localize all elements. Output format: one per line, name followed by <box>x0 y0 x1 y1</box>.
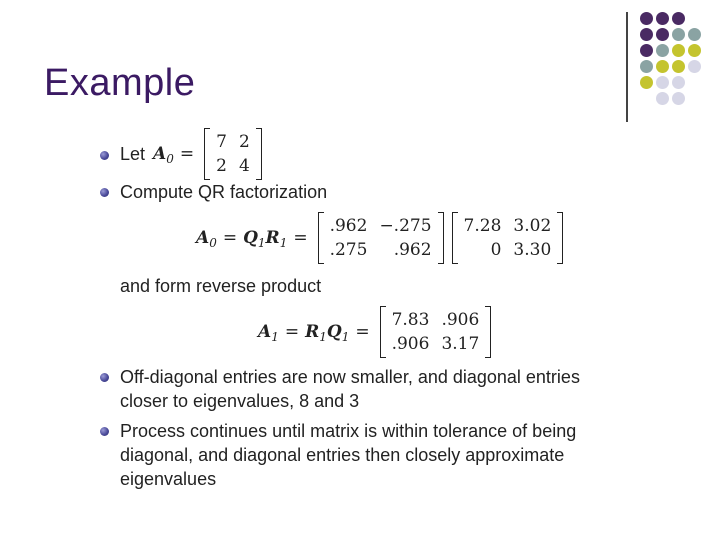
decorative-dot <box>656 12 669 25</box>
r1-cell: 7.28 <box>463 216 502 236</box>
decorative-dot <box>656 76 669 89</box>
decorative-dot <box>656 60 669 73</box>
decorative-dot <box>640 60 653 73</box>
decorative-dot <box>672 12 685 25</box>
r1-cell: 3.02 <box>513 216 552 236</box>
equals-sign: = <box>179 144 195 164</box>
bullet-4-line-3: eigenvalues <box>120 469 217 489</box>
bullet-4-line-1: Process continues until matrix is within tolerance of being <box>120 421 577 441</box>
sub-1: 1 <box>257 236 266 250</box>
sub-1: 1 <box>279 236 288 250</box>
a0-cell: 7 <box>216 132 227 152</box>
qr-equation <box>196 212 567 264</box>
equals-sign: = <box>293 228 308 248</box>
a1-cell: .906 <box>441 310 480 330</box>
equals-sign: = <box>284 322 300 342</box>
bullet-1-icon <box>100 151 109 160</box>
a0-cell: 2 <box>216 156 227 176</box>
var-q: Q <box>243 228 258 248</box>
bullet-2-text: Compute QR factorization <box>120 182 328 202</box>
decorative-dot <box>672 76 685 89</box>
decorative-dot <box>656 44 669 57</box>
matrix-a1 <box>380 306 492 358</box>
var-r: R <box>305 322 320 342</box>
equals-sign: = <box>355 322 370 342</box>
matrix-a0 <box>204 128 262 180</box>
decorative-dot <box>640 12 653 25</box>
decorative-dot <box>688 60 701 73</box>
decorative-dot <box>640 44 653 57</box>
decorative-dot <box>656 28 669 41</box>
a0-cell: 2 <box>238 132 250 152</box>
sub-0: 0 <box>209 236 217 250</box>
sub-1: 1 <box>319 330 327 344</box>
r1-cell: 3.30 <box>513 240 552 260</box>
decorative-dot <box>656 92 669 105</box>
decorative-dot <box>688 44 701 57</box>
middle-text: and form reverse product <box>120 276 322 296</box>
var-a: A <box>196 228 210 248</box>
sub-0: 0 <box>166 152 174 166</box>
r1-cell: 0 <box>490 240 502 260</box>
q1-cell: .962 <box>329 216 368 236</box>
q1-cell: −.275 <box>379 216 432 236</box>
slide-title: Example <box>44 62 196 104</box>
var-r: R <box>265 228 280 248</box>
var-a: A <box>153 144 167 164</box>
divider-line <box>626 12 628 122</box>
decorative-dot <box>672 44 685 57</box>
decorative-dot <box>672 92 685 105</box>
bullet-4-icon <box>100 427 109 436</box>
decorative-dot <box>688 28 701 41</box>
q1-cell: .962 <box>393 240 432 260</box>
bullet-3-icon <box>100 373 109 382</box>
a1-cell: 3.17 <box>441 334 480 354</box>
bullet-1-equation <box>120 128 266 180</box>
q1-cell: .275 <box>329 240 368 260</box>
var-q: Q <box>326 322 342 342</box>
bullet-3-line-1: Off-diagonal entries are now smaller, and diagonal entries <box>120 367 580 387</box>
decorative-dot <box>672 60 685 73</box>
matrix-r1 <box>452 212 564 264</box>
a1-cell: 7.83 <box>391 310 430 330</box>
matrix-q1 <box>318 212 444 264</box>
sub-1: 1 <box>341 330 350 344</box>
decorative-dot <box>672 28 685 41</box>
a0-cell: 4 <box>238 156 250 176</box>
equals-sign: = <box>222 228 238 248</box>
var-a: A <box>258 322 272 342</box>
decorative-dot <box>640 76 653 89</box>
decorative-dot <box>640 28 653 41</box>
bullet-1-prefix: Let <box>120 143 146 164</box>
reverse-product-equation <box>258 306 495 358</box>
a1-cell: .906 <box>391 334 430 354</box>
bullet-2-icon <box>100 188 109 197</box>
bullet-3-line-2: closer to eigenvalues, 8 and 3 <box>120 391 360 411</box>
bullet-4-line-2: diagonal, and diagonal entries then closely approximate <box>120 445 565 465</box>
sub-1: 1 <box>271 330 279 344</box>
